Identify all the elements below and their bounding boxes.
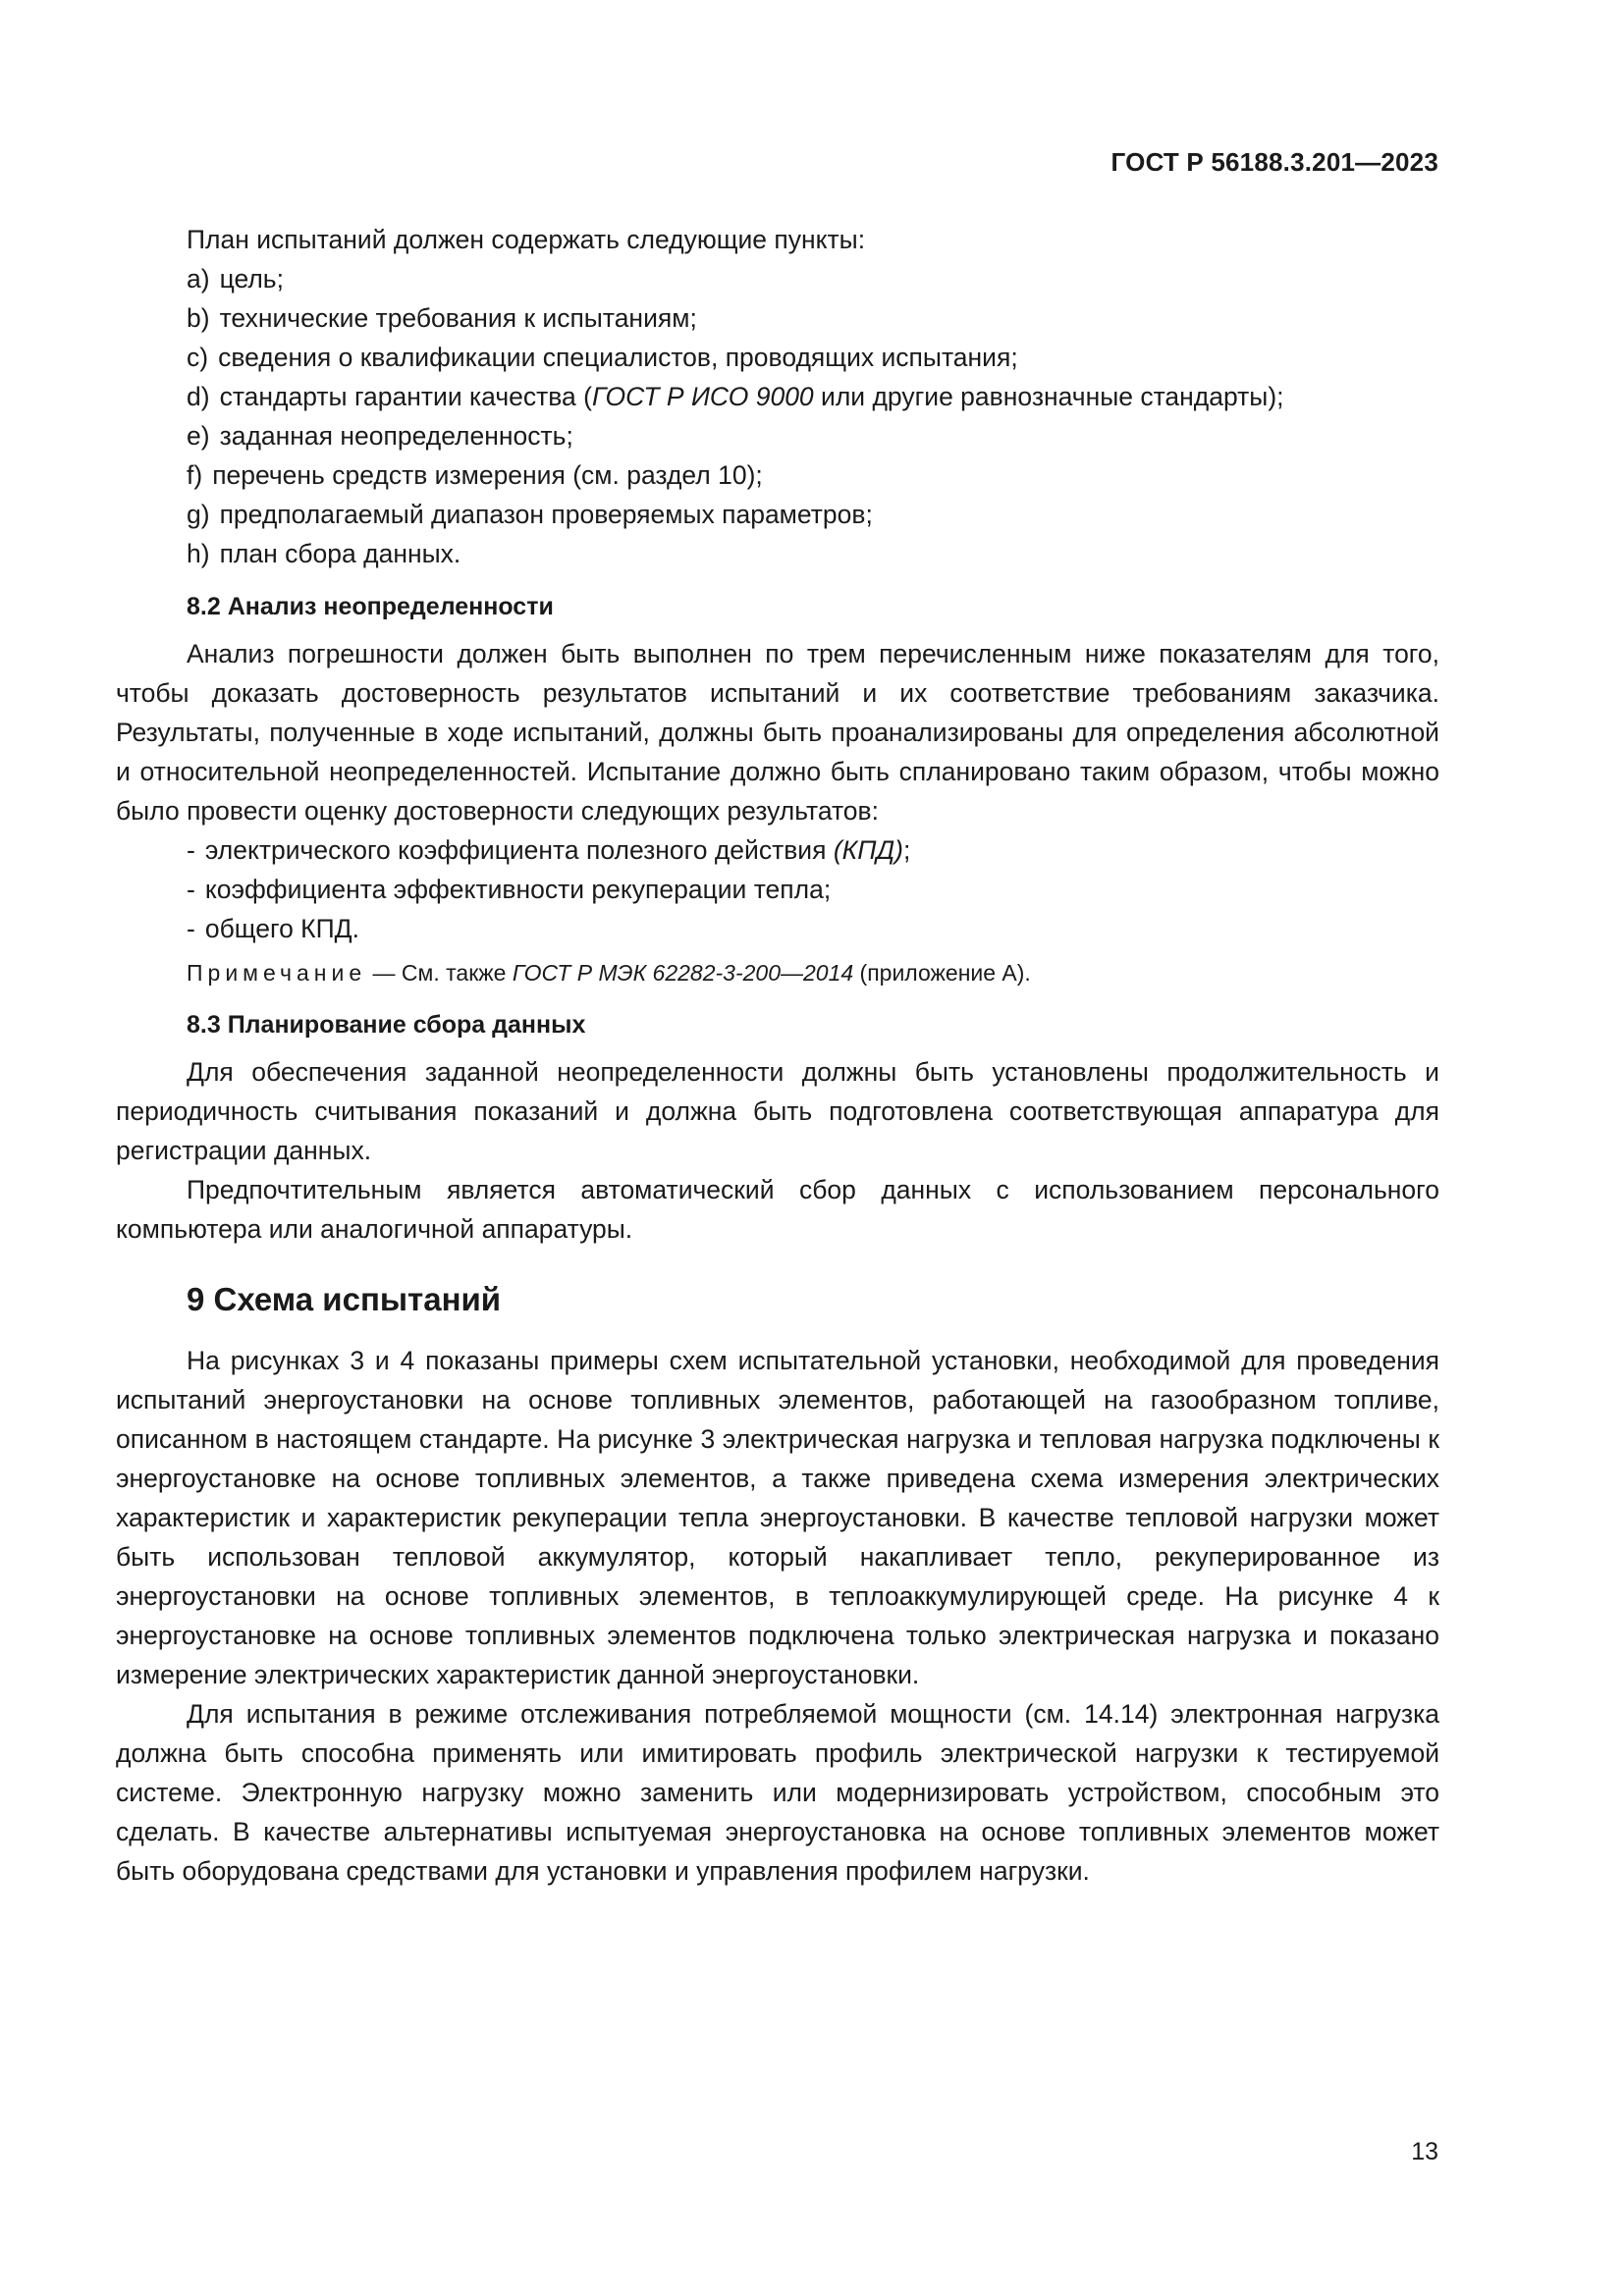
section-9-title: 9 Схема испытаний <box>187 1281 502 1317</box>
section-8-3-title: 8.3 Планирование сбора данных <box>187 1011 586 1039</box>
section-8-3-paragraph-1: Для обеспечения заданной неопределенности должны быть установлены продолжительность и периодичность считывания показаний и должна быть подготовлена соответствующая аппаратура для регистрации данных. <box>116 1057 1439 1165</box>
section-8-3-paragraph-2: Предпочтительным является автоматический сбор данных с использованием персонального компьютера или аналогичной аппаратуры. <box>116 1175 1439 1244</box>
section-8-2-title: 8.2 Анализ неопределенности <box>187 593 554 620</box>
list-item: - общего КПД. <box>187 914 359 943</box>
section-9-paragraph-2: Для испытания в режиме отслеживания потребляемой мощности (см. 14.14) электронная нагрузка должна быть способна применять или имитировать профиль электрической нагрузки к тестируемой системе. Электронную нагрузку можно заменить или модернизировать устройством, способным это сделать. В качестве альтернативы испытуемая энергоустановка на основе топливных элементов может быть оборудована средствами для установки и управления профилем нагрузки. <box>116 1699 1439 1886</box>
list-item: a) цель; <box>187 264 284 294</box>
list-item: e) заданная неопределенность; <box>187 421 573 451</box>
list-item: c) сведения о квалификации специалистов, проводящих испытания; <box>187 343 1018 372</box>
list-item: f) перечень средств измерения (см. раздел 10); <box>187 460 763 490</box>
list-item: h) план сбора данных. <box>187 539 461 568</box>
note: Примечание — См. также ГОСТ Р МЭК 62282-3-200—2014 (приложение А). <box>187 960 1031 986</box>
section-9-paragraph-1: На рисунках 3 и 4 показаны примеры схем испытательной установки, необходимой для проведения испытаний энергоустановки на основе топливных элементов, работающей на газообразном топливе, описанном в настоящем стандарте. На рисунке 3 электрическая нагрузка и тепловая нагрузка подключены к энергоустановке на основе топливных элементов, а также приведена схема измерения электрических характеристик и характеристик рекуперации тепла энергоустановки. В качестве тепловой нагрузки может быть использован тепловой аккумулятор, который накапливает тепло, рекуперированное из энергоустановки на основе топливных элементов, в теплоаккумулирующей среде. На рисунке 4 к энергоустановке на основе топливных элементов подключена только электрическая нагрузка и показано измерение электрических характеристик данной энергоустановки. <box>116 1346 1439 1689</box>
section-8-2-paragraph: Анализ погрешности должен быть выполнен по трем перечисленным ниже показателям для того, чтобы доказать достоверность результатов испытаний и их соответствие требованиям заказчика. Результаты, полученные в ходе испытаний, должны быть проанализированы для определения абсолютной и относительной неопределенностей. Испытание должно быть спланировано таким образом, чтобы можно было провести оценку достоверности следующих результатов: <box>116 639 1439 826</box>
document-code: ГОСТ Р 56188.3.201—2023 <box>1110 147 1438 177</box>
plan-list <box>116 259 1439 573</box>
list-item: - коэффициента эффективности рекуперации тепла; <box>187 875 832 904</box>
page-number: 13 <box>1411 2138 1438 2165</box>
results-list <box>116 830 1439 948</box>
list-item: g) предполагаемый диапазон проверяемых параметров; <box>187 500 873 529</box>
list-item: d) стандарты гарантии качества (ГОСТ Р ИСО 9000 или другие равнозначные стандарты); <box>187 382 1284 411</box>
plan-intro: План испытаний должен содержать следующие пункты: <box>187 225 866 254</box>
list-item: b) технические требования к испытаниям; <box>187 303 697 333</box>
page-content <box>116 220 1439 1891</box>
list-item: - электрического коэффициента полезного действия (КПД); <box>187 835 911 865</box>
